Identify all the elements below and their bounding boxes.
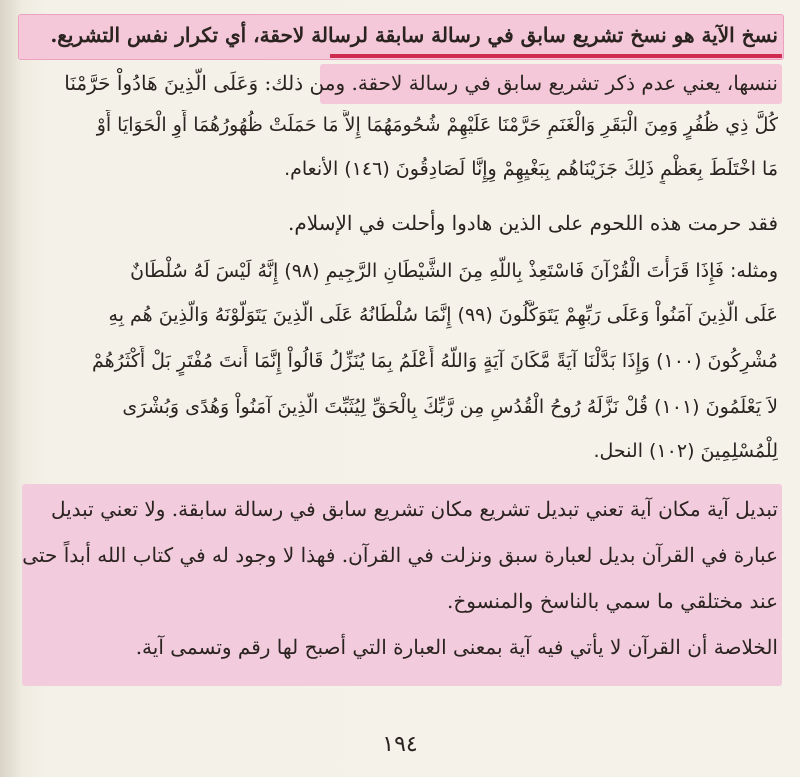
text-line-1: نسخ الآية هو نسخ تشريع سابق في رسالة سابقة لرسالة لاحقة، أي تكرار نفس التشريع.: [50, 23, 778, 47]
text-line-14: الخلاصة أن القرآن لا يأتي فيه آية بمعنى العبارة التي أصبح لها رقم وتسمى آية.: [135, 635, 778, 659]
page-gutter-shadow: [0, 0, 22, 777]
text-line-5: فقد حرمت هذه اللحوم على الذين هادوا وأحلت في الإسلام.: [288, 211, 778, 235]
quran-verse-line: لاَ يَعْلَمُونَ (١٠١) قُلْ نَزَّلَهُ رُوحُ الْقُدُسِ مِن رَّبِّكَ بِالْحَقِّ لِيُثَبِّتَ الَّذِينَ آمَنُواْ وَهُدًى وَبُشْرَى: [122, 396, 778, 418]
text-line-12: عبارة في القرآن بديل لعبارة سبق ونزلت في القرآن. فهذا لا وجود له في كتاب الله أبداً حتى: [22, 543, 778, 567]
quran-verse-line: ومثله: فَإِذَا قَرَأْتَ الْقُرْآنَ فَاسْتَعِذْ بِاللّهِ مِنَ الشَّيْطَانِ الرَّجِيمِ (٩٨) إِنَّهُ لَيْسَ لَهُ سُلْطَانٌ: [130, 260, 778, 282]
quran-verse-line: عَلَى الَّذِينَ آمَنُواْ وَعَلَى رَبِّهِمْ يَتَوَكَّلُونَ (٩٩) إِنَّمَا سُلْطَانُهُ عَلَى الَّذِينَ يَتَوَلَّوْنَهُ وَالَّذِينَ هُم بِهِ: [108, 304, 778, 326]
text-line-11: تبديل آية مكان آية تعني تبديل تشريع مكان تشريع سابق في رسالة سابقة. ولا تعني تبديل: [50, 497, 778, 521]
quran-verse-line: كُلَّ ذِي ظُفُرٍ وَمِنَ الْبَقَرِ وَالْغَنَمِ حَرَّمْنَا عَلَيْهِمْ شُحُومَهُمَا إِلاَّ مَا حَمَلَتْ ظُهُورُهُمَا أَوِ الْحَوَايَا أَوْ: [96, 114, 778, 136]
text-line-13: عند مختلقي ما سمي بالناسخ والمنسوخ.: [446, 589, 778, 613]
quran-verse-line: مَا اخْتَلَطَ بِعَظْمٍ ذَلِكَ جَزَيْنَاهُم بِبَغْيِهِمْ وِإِنَّا لَصَادِقُونَ (١٤٦) الأنعام.: [284, 158, 778, 180]
quran-verse-line: لِلْمُسْلِمِينَ (١٠٢) النحل.: [593, 440, 778, 462]
text-line-2: ننسها، يعني عدم ذكر تشريع سابق في رسالة لاحقة. ومن ذلك: وَعَلَى الَّذِينَ هَادُواْ حَرَّمْنَا: [64, 71, 778, 95]
highlight-underline: [330, 54, 782, 58]
page-number: ١٩٤: [382, 732, 418, 757]
quran-verse-line: مُشْرِكُونَ (١٠٠) وَإِذَا بَدَّلْنَا آيَةً مَّكَانَ آيَةٍ وَاللّهُ أَعْلَمُ بِمَا يُنَزِّلُ قَالُواْ إِنَّمَا أَنتَ مُفْتَرٍ بَلْ أَكْثَرُهُمْ: [91, 350, 778, 372]
